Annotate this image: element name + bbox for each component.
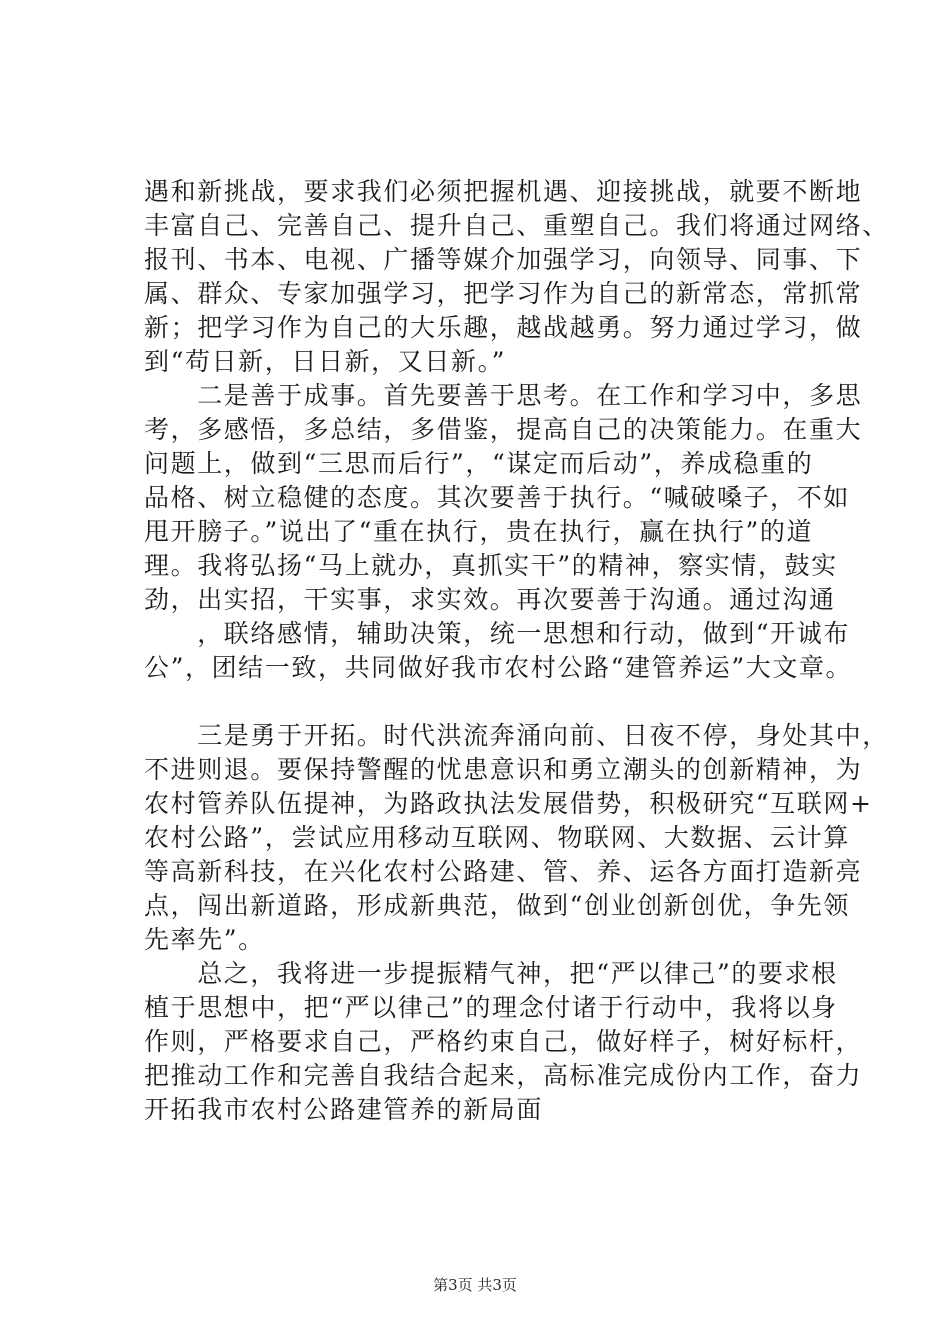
page-number-footer: 第3页 共3页 bbox=[433, 1276, 517, 1294]
text-line: 甩开膀子。”说出了“重在执行，贵在执行，赢在执行”的道 bbox=[144, 517, 814, 546]
text-line: 点，闯出新道路，形成新典范，做到“创业创新创优，争先领 bbox=[144, 891, 850, 920]
text-line: 考，多感悟，多总结，多借鉴，提高自己的决策能力。在重大 bbox=[144, 415, 863, 444]
text-line: 把推动工作和完善自我结合起来，高标准完成份内工作，奋力 bbox=[144, 1061, 863, 1090]
text-line: 品格、树立稳健的态度。其次要善于执行。“喊破嗓子，不如 bbox=[144, 483, 850, 512]
text-line: 理。我将弘扬“马上就办，真抓实干”的精神，察实情，鼓实 bbox=[144, 551, 838, 580]
text-line: 先率先”。 bbox=[144, 925, 265, 954]
text-line: 遇和新挑战，要求我们必须把握机遇、迎接挑战，就要不断地 bbox=[144, 177, 863, 206]
text-line: 等高新科技，在兴化农村公路建、管、养、运各方面打造新亮 bbox=[144, 857, 863, 886]
text-line: ，联络感情，辅助决策，统一思想和行动，做到“开诚布 bbox=[144, 619, 850, 648]
text-line: 农村公路”，尝试应用移动互联网、物联网、大数据、云计算 bbox=[144, 823, 850, 852]
text-line: 植于思想中，把“严以律己”的理念付诸于行动中，我将以身 bbox=[144, 993, 838, 1022]
text-line: 二是善于成事。首先要善于思考。在工作和学习中，多思 bbox=[144, 381, 863, 410]
text-line: 劲，出实招，干实事，求实效。再次要善于沟通。通过沟通 bbox=[144, 585, 836, 614]
text-line: 总之，我将进一步提振精气神，把“严以律己”的要求根 bbox=[144, 959, 838, 988]
text-line: 农村管养队伍提神，为路政执法发展借势，积极研究“互联网+ bbox=[144, 789, 873, 818]
text-line: 公”，团结一致，共同做好我市农村公路“建管养运”大文章。 bbox=[144, 653, 853, 682]
text-line: 到“苟日新，日日新，又日新。” bbox=[144, 347, 507, 376]
text-line: 作则，严格要求自己，严格约束自己，做好样子，树好标杆， bbox=[144, 1027, 863, 1056]
text-line: 开拓我市农村公路建管养的新局面 bbox=[144, 1095, 544, 1124]
text-line: 报刊、书本、电视、广播等媒介加强学习，向领导、同事、下 bbox=[144, 245, 863, 274]
text-line: 新；把学习作为自己的大乐趣，越战越勇。努力通过学习，做 bbox=[144, 313, 863, 342]
text-line: 属、群众、专家加强学习，把学习作为自己的新常态，常抓常 bbox=[144, 279, 863, 308]
text-line: 丰富自己、完善自己、提升自己、重塑自己。我们将通过网络、 bbox=[144, 211, 889, 240]
text-line: 不进则退。要保持警醒的忧患意识和勇立潮头的创新精神，为 bbox=[144, 755, 863, 784]
text-line: 三是勇于开拓。时代洪流奔涌向前、日夜不停，身处其中， bbox=[144, 721, 889, 750]
text-line: 问题上，做到“三思而后行”，“谋定而后动”，养成稳重的 bbox=[144, 449, 814, 478]
